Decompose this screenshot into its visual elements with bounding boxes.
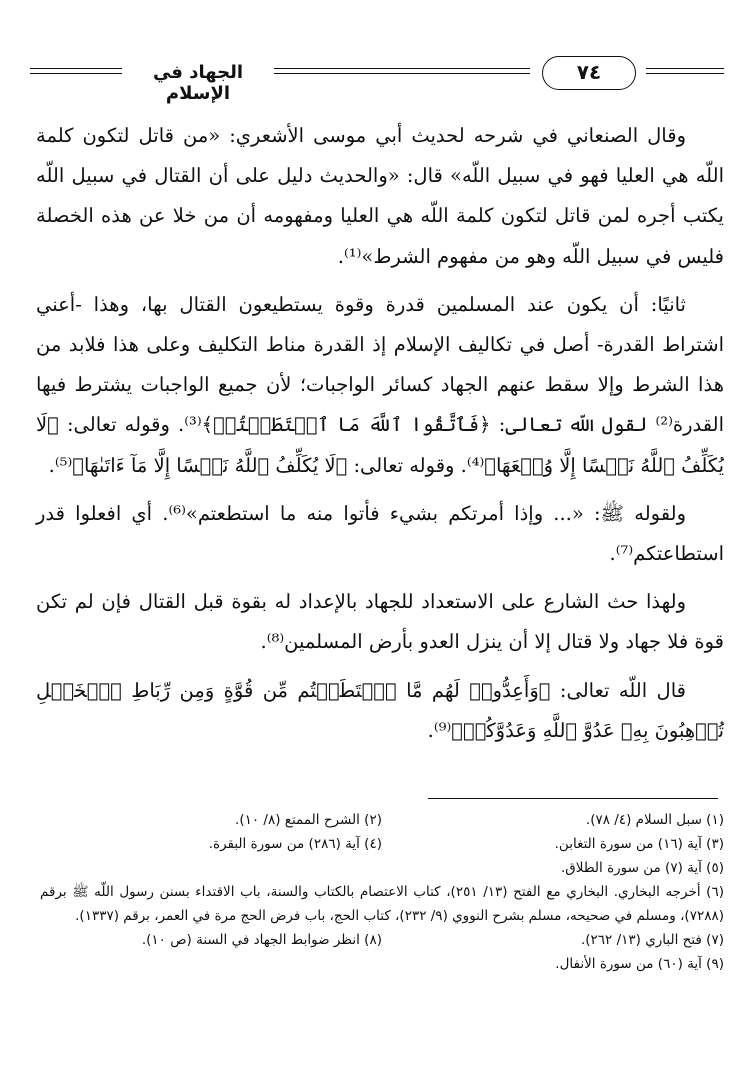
footnote: (٧) فتح الباري (١٣/ ٢٦٢). [580, 932, 724, 948]
paragraph: وقال الصنعاني في شرحه لحديث أبي موسى الأشعري: «من قاتل لتكون كلمة اللّه هي العليا فهو في سبيل اللّه» قال: «والحديث دليل على أن القتال في سبيل اللّه يكتب أجره لمن قاتل لتكون كلمة اللّه هي العليا ومفهومه أن من خلا عن هذه الخصلة فليس في سبيل اللّه وهو من مفهوم الشرط»⁽¹⁾. [36, 124, 724, 268]
footnote: (٣) آية (١٦) من سورة التغابن. [554, 836, 724, 852]
paragraph: ثانيًا: أن يكون عند المسلمين قدرة وقوة يستطيعون القتال بها، وهذا -أعني اشتراط القدرة- أصل في تكاليف الإسلام إذ القدرة مناط التكليف وعلى هذا فلابد من هذا الشرط وإلا سقط عنهم الجهاد كسائر الواجبات؛ لأن جميع الواجبات يشترط فيها القدرة⁽²⁾ لقول اللّه تعالى: ﴿فَٱتَّقُوا ٱللَّهَ مَا ٱسۡتَطَعۡتُمۡ﴾⁽³⁾. وقوله تعالى: ﴿لَا يُكَلِّفُ ٱللَّهُ نَفۡسًا إِلَّا وُسۡعَهَا﴾⁽⁴⁾. وقوله تعالى: ﴿لَا يُكَلِّفُ ٱللَّهُ نَفۡسًا إِلَّا مَآ ءَاتَىٰهَا﴾⁽⁵⁾. [36, 292, 725, 477]
main-text [36, 116, 724, 759]
paragraph: ولهذا حث الشارع على الاستعداد للجهاد بالإعداد له بقوة قبل القتال فإن لم تكن قوة فلا جهاد ولا قتال إلا أن ينزل العدو بأرض المسلمين⁽⁸⁾. [36, 590, 724, 654]
paragraph: ولقوله ﷺ: «... وإذا أمرتكم بشيء فأتوا منه ما استطعتم»⁽⁶⁾. أي افعلوا قدر استطاعتكم⁽⁷⁾. [36, 501, 724, 566]
header-rule-middle [274, 68, 530, 74]
paragraph: قال اللّه تعالى: ﴿وَأَعِدُّوا۟ لَهُم مَّا ٱسۡتَطَعۡتُم مِّن قُوَّةٍ وَمِن رِّبَاطِ ٱلۡخَيۡلِ تُرۡهِبُونَ بِهِۦ عَدُوَّ ٱللَّهِ وَعَدُوَّكُمۡ﴾⁽⁹⁾. [36, 678, 724, 742]
running-title: الجهاد في الإسلام [152, 62, 244, 104]
footnote: (٦) أخرجه البخاري. البخاري مع الفتح (١٣/ ٢٥١)، كتاب الاعتصام بالكتاب والسنة، باب الاقتداء بسنن رسول اللّه ﷺ برقم (٧٢٨٨)، ومسلم في صحيحه، مسلم بشرح النووي (٩/ ٢٣٢)، كتاب الحج، باب فرض الحج مرة في العمر، برقم (١٣٣٧). [40, 884, 724, 924]
header-rule-left [30, 68, 122, 74]
footnote: (٢) الشرح الممتع (٨/ ١٠). [235, 812, 382, 828]
footnote: (٩) آية (٦٠) من سورة الأنفال. [555, 956, 724, 972]
footnote: (١) سبل السلام (٤/ ٧٨). [585, 812, 724, 828]
header-rule-right [646, 68, 724, 74]
footnote-divider [428, 798, 718, 799]
footnote: (٨) انظر ضوابط الجهاد في السنة (ص ١٠). [141, 932, 382, 948]
footnotes [40, 808, 724, 976]
page-number: ٧٤ [542, 56, 636, 90]
footnote: (٥) آية (٧) من سورة الطلاق. [561, 860, 724, 876]
page-header [30, 56, 724, 104]
footnote: (٤) آية (٢٨٦) من سورة البقرة. [208, 836, 382, 852]
